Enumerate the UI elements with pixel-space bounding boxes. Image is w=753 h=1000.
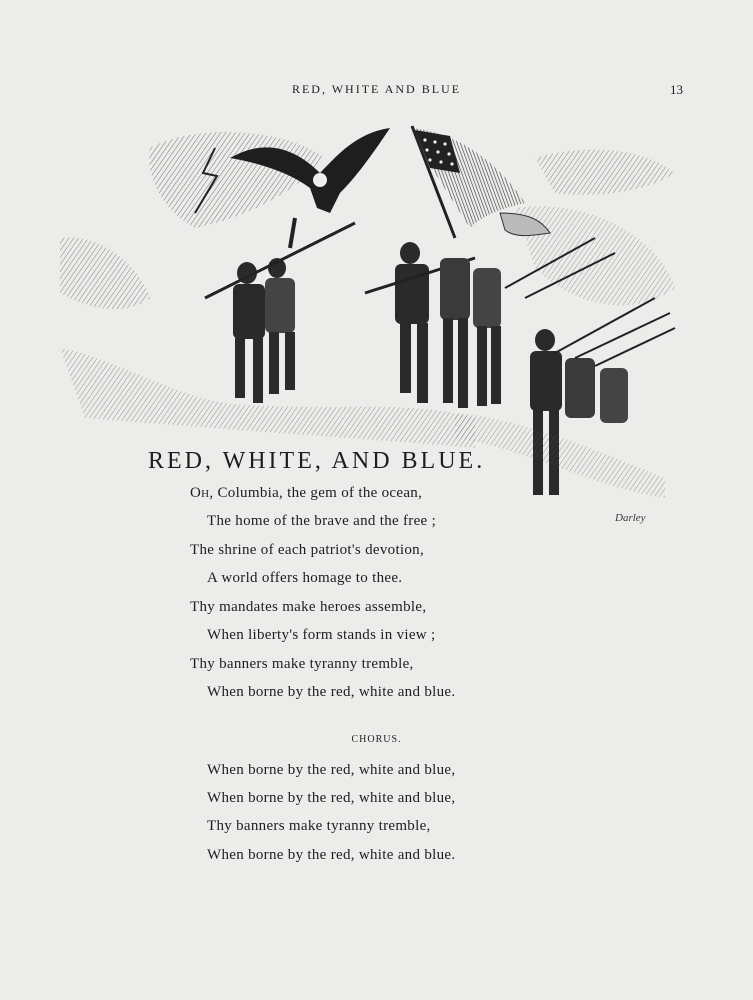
chorus-line: When borne by the red, white and blue, (207, 790, 456, 806)
verse-line: Thy mandates make heroes assemble, (190, 599, 427, 615)
battlefield-ground (60, 348, 475, 448)
smoke-cloud (60, 237, 150, 309)
chorus-line: When borne by the red, white and blue. (207, 847, 456, 863)
running-head: RED, WHITE AND BLUE (291, 82, 462, 96)
storm-cloud (535, 150, 675, 195)
verse-line: A world offers homage to thee. (207, 570, 403, 586)
verse-line: Thy banners make tyranny tremble, (190, 656, 414, 672)
verse-line: The home of the brave and the free ; (207, 513, 437, 529)
artist-signature: Darley (615, 512, 646, 524)
american-flag (412, 126, 550, 238)
page-number: 13 (670, 82, 683, 97)
left-soldiers (205, 218, 355, 403)
song-title: RED, WHITE, AND BLUE. (148, 448, 486, 474)
chorus-heading: CHORUS. (351, 734, 402, 745)
verse-line: When borne by the red, white and blue. (207, 684, 456, 700)
verse-line: The shrine of each patriot's devotion, (190, 542, 425, 558)
chorus-line: When borne by the red, white and blue, (207, 762, 456, 778)
verse-first-word: Oh, (190, 485, 214, 501)
verse-line-text: Columbia, the gem of the ocean, (213, 485, 423, 501)
chorus-line: Thy banners make tyranny tremble, (207, 818, 431, 834)
verse-line: When liberty's form stands in view ; (207, 627, 436, 643)
